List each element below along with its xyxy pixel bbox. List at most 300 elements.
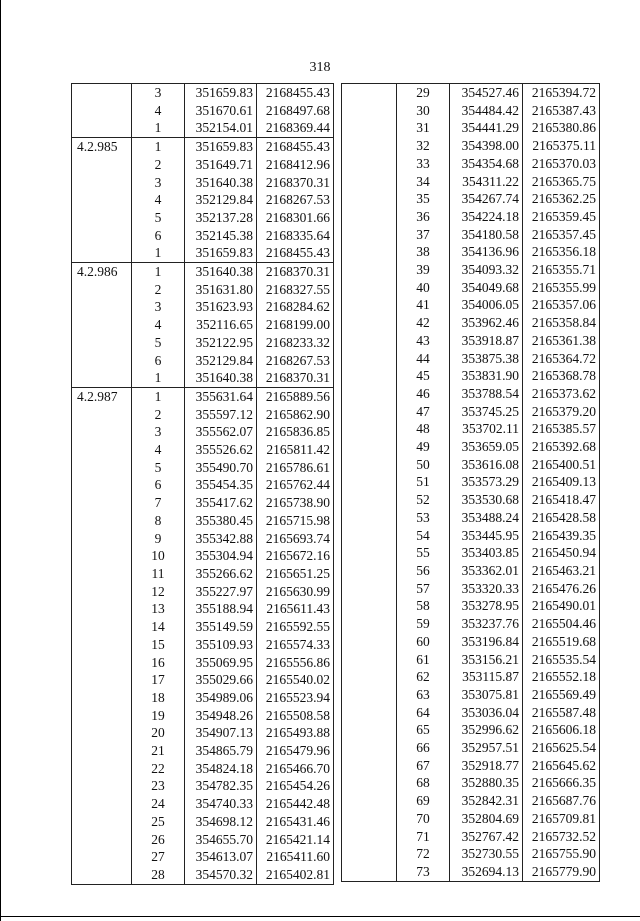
table-row <box>342 350 600 368</box>
table-row <box>72 244 334 262</box>
y-coordinate-cell: 2165355.71 <box>523 261 600 279</box>
left-coordinates-table <box>71 83 334 885</box>
table-row <box>72 476 334 494</box>
x-coordinate-cell: 355631.64 <box>185 387 257 405</box>
y-coordinate-cell: 2165732.52 <box>523 828 600 846</box>
x-coordinate-cell: 354049.68 <box>450 279 523 297</box>
point-number-cell: 51 <box>397 473 450 491</box>
x-coordinate-cell: 352804.69 <box>450 810 523 828</box>
point-number-cell: 22 <box>132 760 185 778</box>
parcel-id-cell <box>342 102 397 120</box>
point-number-cell: 4 <box>132 441 185 459</box>
point-number-cell: 15 <box>132 636 185 654</box>
parcel-id-cell <box>72 618 132 636</box>
y-coordinate-cell: 2165409.13 <box>523 473 600 491</box>
scan-left-edge <box>0 0 1 921</box>
point-number-cell: 17 <box>132 671 185 689</box>
point-number-cell: 48 <box>397 420 450 438</box>
x-coordinate-cell: 355380.45 <box>185 512 257 530</box>
table-row <box>342 810 600 828</box>
point-number-cell: 39 <box>397 261 450 279</box>
point-number-cell: 4 <box>132 191 185 209</box>
table-row <box>342 296 600 314</box>
table-row <box>72 583 334 601</box>
table-row <box>342 491 600 509</box>
table-row <box>72 459 334 477</box>
parcel-id-cell <box>342 651 397 669</box>
x-coordinate-cell: 354354.68 <box>450 155 523 173</box>
y-coordinate-cell: 2165373.62 <box>523 385 600 403</box>
x-coordinate-cell: 353875.38 <box>450 350 523 368</box>
point-number-cell: 60 <box>397 633 450 651</box>
x-coordinate-cell: 355029.66 <box>185 671 257 689</box>
point-number-cell: 26 <box>132 831 185 849</box>
point-number-cell: 19 <box>132 707 185 725</box>
parcel-id-cell <box>72 369 132 387</box>
point-number-cell: 32 <box>397 137 450 155</box>
right-coordinates-table <box>341 83 600 882</box>
x-coordinate-cell: 354093.32 <box>450 261 523 279</box>
table-row <box>342 721 600 739</box>
parcel-id-cell <box>342 721 397 739</box>
x-coordinate-cell: 351670.61 <box>185 102 257 120</box>
parcel-id-cell <box>342 580 397 598</box>
parcel-id-cell <box>342 84 397 102</box>
point-number-cell: 68 <box>397 774 450 792</box>
y-coordinate-cell: 2165359.45 <box>523 208 600 226</box>
x-coordinate-cell: 355227.97 <box>185 583 257 601</box>
table-row <box>342 527 600 545</box>
parcel-id-cell <box>342 155 397 173</box>
y-coordinate-cell: 2165358.84 <box>523 314 600 332</box>
table-row <box>72 406 334 424</box>
parcel-id-cell <box>342 686 397 704</box>
parcel-id-cell <box>342 491 397 509</box>
x-coordinate-cell: 353488.24 <box>450 509 523 527</box>
point-number-cell: 7 <box>132 494 185 512</box>
x-coordinate-cell: 353156.21 <box>450 651 523 669</box>
parcel-id-cell <box>342 190 397 208</box>
table-row <box>72 618 334 636</box>
point-number-cell: 1 <box>132 263 185 281</box>
y-coordinate-cell: 2168284.62 <box>257 298 334 316</box>
x-coordinate-cell: 355342.88 <box>185 530 257 548</box>
point-number-cell: 47 <box>397 403 450 421</box>
parcel-id-cell <box>342 509 397 527</box>
point-number-cell: 59 <box>397 615 450 633</box>
point-number-cell: 37 <box>397 226 450 244</box>
table-row <box>72 387 334 405</box>
y-coordinate-cell: 2165411.60 <box>257 848 334 866</box>
x-coordinate-cell: 353831.90 <box>450 367 523 385</box>
x-coordinate-cell: 353075.81 <box>450 686 523 704</box>
table-row <box>72 298 334 316</box>
parcel-id-cell <box>72 654 132 672</box>
y-coordinate-cell: 2165418.47 <box>523 491 600 509</box>
x-coordinate-cell: 354655.70 <box>185 831 257 849</box>
parcel-id-cell <box>72 102 132 120</box>
table-row <box>72 760 334 778</box>
table-row <box>72 600 334 618</box>
scan-bottom-edge <box>0 916 640 917</box>
y-coordinate-cell: 2165715.98 <box>257 512 334 530</box>
parcel-id-cell <box>342 473 397 491</box>
table-row <box>342 155 600 173</box>
table-row <box>342 173 600 191</box>
table-row <box>342 544 600 562</box>
y-coordinate-cell: 2165755.90 <box>523 845 600 863</box>
y-coordinate-cell: 2165651.25 <box>257 565 334 583</box>
parcel-id-cell <box>72 760 132 778</box>
parcel-id-cell <box>72 84 132 102</box>
parcel-id-cell <box>72 636 132 654</box>
point-number-cell: 9 <box>132 530 185 548</box>
point-number-cell: 23 <box>132 777 185 795</box>
parcel-id-cell <box>72 866 132 884</box>
table-row <box>342 774 600 792</box>
parcel-id-cell <box>342 314 397 332</box>
table-row <box>342 261 600 279</box>
table-row <box>72 334 334 352</box>
y-coordinate-cell: 2168233.32 <box>257 334 334 352</box>
table-row <box>72 138 334 156</box>
x-coordinate-cell: 352880.35 <box>450 774 523 792</box>
y-coordinate-cell: 2165476.26 <box>523 580 600 598</box>
parcel-id-cell <box>72 671 132 689</box>
parcel-id-cell <box>342 810 397 828</box>
x-coordinate-cell: 353530.68 <box>450 491 523 509</box>
y-coordinate-cell: 2168370.31 <box>257 174 334 192</box>
parcel-id-cell <box>342 845 397 863</box>
table-row <box>72 777 334 795</box>
x-coordinate-cell: 353278.95 <box>450 597 523 615</box>
parcel-id-cell <box>72 441 132 459</box>
point-number-cell: 27 <box>132 848 185 866</box>
y-coordinate-cell: 2165630.99 <box>257 583 334 601</box>
y-coordinate-cell: 2168199.00 <box>257 316 334 334</box>
parcel-id-cell <box>342 243 397 261</box>
x-coordinate-cell: 352154.01 <box>185 119 257 137</box>
point-number-cell: 4 <box>132 316 185 334</box>
point-number-cell: 57 <box>397 580 450 598</box>
y-coordinate-cell: 2168455.43 <box>257 244 334 262</box>
x-coordinate-cell: 353788.54 <box>450 385 523 403</box>
x-coordinate-cell: 353362.01 <box>450 562 523 580</box>
parcel-id-cell <box>72 689 132 707</box>
x-coordinate-cell: 351640.38 <box>185 174 257 192</box>
y-coordinate-cell: 2165402.81 <box>257 866 334 884</box>
point-number-cell: 55 <box>397 544 450 562</box>
y-coordinate-cell: 2168369.44 <box>257 119 334 137</box>
x-coordinate-cell: 352767.42 <box>450 828 523 846</box>
table-row <box>342 757 600 775</box>
point-number-cell: 45 <box>397 367 450 385</box>
y-coordinate-cell: 2165645.62 <box>523 757 600 775</box>
point-number-cell: 3 <box>132 298 185 316</box>
parcel-id-cell <box>342 226 397 244</box>
y-coordinate-cell: 2165540.02 <box>257 671 334 689</box>
x-coordinate-cell: 352996.62 <box>450 721 523 739</box>
point-number-cell: 34 <box>397 173 450 191</box>
point-number-cell: 66 <box>397 739 450 757</box>
table-row <box>342 828 600 846</box>
x-coordinate-cell: 355562.07 <box>185 423 257 441</box>
y-coordinate-cell: 2165493.88 <box>257 724 334 742</box>
y-coordinate-cell: 2168412.96 <box>257 156 334 174</box>
point-number-cell: 43 <box>397 332 450 350</box>
point-number-cell: 5 <box>132 209 185 227</box>
parcel-id-cell <box>72 547 132 565</box>
table-row <box>72 119 334 137</box>
y-coordinate-cell: 2168370.31 <box>257 263 334 281</box>
point-number-cell: 65 <box>397 721 450 739</box>
table-row <box>342 473 600 491</box>
x-coordinate-cell: 354824.18 <box>185 760 257 778</box>
x-coordinate-cell: 352842.31 <box>450 792 523 810</box>
y-coordinate-cell: 2165357.45 <box>523 226 600 244</box>
x-coordinate-cell: 353616.08 <box>450 456 523 474</box>
table-row <box>342 704 600 722</box>
point-number-cell: 56 <box>397 562 450 580</box>
parcel-id-cell <box>342 774 397 792</box>
point-number-cell: 73 <box>397 863 450 881</box>
point-number-cell: 21 <box>132 742 185 760</box>
x-coordinate-cell: 353115.87 <box>450 668 523 686</box>
table-row <box>72 494 334 512</box>
point-number-cell: 2 <box>132 406 185 424</box>
table-row <box>72 174 334 192</box>
table-row <box>342 279 600 297</box>
parcel-id-cell <box>72 281 132 299</box>
point-number-cell: 46 <box>397 385 450 403</box>
table-row <box>342 226 600 244</box>
point-number-cell: 3 <box>132 84 185 102</box>
x-coordinate-cell: 351640.38 <box>185 263 257 281</box>
x-coordinate-cell: 351659.83 <box>185 244 257 262</box>
point-number-cell: 1 <box>132 387 185 405</box>
parcel-id-cell <box>342 739 397 757</box>
x-coordinate-cell: 353573.29 <box>450 473 523 491</box>
point-number-cell: 63 <box>397 686 450 704</box>
y-coordinate-cell: 2165450.94 <box>523 544 600 562</box>
y-coordinate-cell: 2165387.43 <box>523 102 600 120</box>
parcel-id-cell <box>342 385 397 403</box>
table-row <box>342 615 600 633</box>
table-row <box>342 580 600 598</box>
table-row <box>342 190 600 208</box>
point-number-cell: 64 <box>397 704 450 722</box>
parcel-id-cell <box>72 298 132 316</box>
point-number-cell: 36 <box>397 208 450 226</box>
point-number-cell: 38 <box>397 243 450 261</box>
parcel-id-cell <box>72 191 132 209</box>
y-coordinate-cell: 2165463.21 <box>523 562 600 580</box>
y-coordinate-cell: 2165709.81 <box>523 810 600 828</box>
parcel-id-cell <box>72 742 132 760</box>
parcel-id-cell <box>72 334 132 352</box>
x-coordinate-cell: 354740.33 <box>185 795 257 813</box>
y-coordinate-cell: 2165454.26 <box>257 777 334 795</box>
x-coordinate-cell: 352129.84 <box>185 352 257 370</box>
parcel-id-cell <box>72 119 132 137</box>
point-number-cell: 12 <box>132 583 185 601</box>
point-number-cell: 1 <box>132 138 185 156</box>
table-row <box>342 651 600 669</box>
point-number-cell: 44 <box>397 350 450 368</box>
y-coordinate-cell: 2165762.44 <box>257 476 334 494</box>
y-coordinate-cell: 2165379.20 <box>523 403 600 421</box>
y-coordinate-cell: 2165535.54 <box>523 651 600 669</box>
table-row <box>342 420 600 438</box>
x-coordinate-cell: 353745.25 <box>450 403 523 421</box>
parcel-id-cell <box>72 156 132 174</box>
parcel-id-cell <box>342 757 397 775</box>
x-coordinate-cell: 353196.84 <box>450 633 523 651</box>
table-row <box>342 385 600 403</box>
parcel-id-cell <box>72 227 132 245</box>
table-row <box>72 352 334 370</box>
parcel-id-cell <box>342 261 397 279</box>
y-coordinate-cell: 2165523.94 <box>257 689 334 707</box>
parcel-id-cell <box>72 795 132 813</box>
page-number: 318 <box>309 60 331 75</box>
parcel-id-cell: 4.2.986 <box>72 263 132 281</box>
y-coordinate-cell: 2165400.51 <box>523 456 600 474</box>
parcel-id-cell <box>342 544 397 562</box>
y-coordinate-cell: 2165431.46 <box>257 813 334 831</box>
table-row <box>342 102 600 120</box>
x-coordinate-cell: 352918.77 <box>450 757 523 775</box>
point-number-cell: 5 <box>132 459 185 477</box>
table-row <box>72 263 334 281</box>
table-row <box>72 441 334 459</box>
table-row <box>72 742 334 760</box>
table-row <box>342 739 600 757</box>
table-row <box>342 845 600 863</box>
point-number-cell: 54 <box>397 527 450 545</box>
point-number-cell: 70 <box>397 810 450 828</box>
y-coordinate-cell: 2165556.86 <box>257 654 334 672</box>
y-coordinate-cell: 2165357.06 <box>523 296 600 314</box>
parcel-id-cell <box>72 724 132 742</box>
y-coordinate-cell: 2165508.58 <box>257 707 334 725</box>
table-row <box>72 281 334 299</box>
parcel-id-cell <box>72 423 132 441</box>
point-number-cell: 61 <box>397 651 450 669</box>
y-coordinate-cell: 2165392.68 <box>523 438 600 456</box>
y-coordinate-cell: 2165889.56 <box>257 387 334 405</box>
point-number-cell: 29 <box>397 84 450 102</box>
x-coordinate-cell: 354180.58 <box>450 226 523 244</box>
table-row <box>342 208 600 226</box>
parcel-id-cell <box>342 792 397 810</box>
x-coordinate-cell: 354989.06 <box>185 689 257 707</box>
point-number-cell: 30 <box>397 102 450 120</box>
y-coordinate-cell: 2168455.43 <box>257 138 334 156</box>
y-coordinate-cell: 2165362.25 <box>523 190 600 208</box>
parcel-id-cell <box>342 403 397 421</box>
table-row <box>342 403 600 421</box>
point-number-cell: 71 <box>397 828 450 846</box>
table-row <box>72 848 334 866</box>
table-row <box>342 84 600 102</box>
x-coordinate-cell: 354267.74 <box>450 190 523 208</box>
y-coordinate-cell: 2165365.75 <box>523 173 600 191</box>
y-coordinate-cell: 2165666.35 <box>523 774 600 792</box>
x-coordinate-cell: 351623.93 <box>185 298 257 316</box>
point-number-cell: 67 <box>397 757 450 775</box>
point-number-cell: 33 <box>397 155 450 173</box>
point-number-cell: 20 <box>132 724 185 742</box>
x-coordinate-cell: 352694.13 <box>450 863 523 881</box>
point-number-cell: 40 <box>397 279 450 297</box>
point-number-cell: 35 <box>397 190 450 208</box>
y-coordinate-cell: 2165738.90 <box>257 494 334 512</box>
coordinates-tables <box>71 83 599 882</box>
y-coordinate-cell: 2165611.43 <box>257 600 334 618</box>
x-coordinate-cell: 352730.55 <box>450 845 523 863</box>
table-row <box>72 84 334 102</box>
y-coordinate-cell: 2165552.18 <box>523 668 600 686</box>
table-row <box>72 689 334 707</box>
table-row <box>72 512 334 530</box>
point-number-cell: 6 <box>132 476 185 494</box>
table-row <box>72 423 334 441</box>
point-number-cell: 49 <box>397 438 450 456</box>
x-coordinate-cell: 354484.42 <box>450 102 523 120</box>
point-number-cell: 25 <box>132 813 185 831</box>
table-row <box>72 316 334 334</box>
parcel-id-cell <box>72 459 132 477</box>
y-coordinate-cell: 2165606.18 <box>523 721 600 739</box>
point-number-cell: 31 <box>397 119 450 137</box>
y-coordinate-cell: 2165466.70 <box>257 760 334 778</box>
x-coordinate-cell: 353918.87 <box>450 332 523 350</box>
y-coordinate-cell: 2165862.90 <box>257 406 334 424</box>
parcel-id-cell <box>342 137 397 155</box>
x-coordinate-cell: 354006.05 <box>450 296 523 314</box>
table-row <box>72 707 334 725</box>
point-number-cell: 4 <box>132 102 185 120</box>
parcel-id-cell <box>72 565 132 583</box>
x-coordinate-cell: 351659.83 <box>185 138 257 156</box>
y-coordinate-cell: 2165592.55 <box>257 618 334 636</box>
x-coordinate-cell: 351640.38 <box>185 369 257 387</box>
x-coordinate-cell: 354311.22 <box>450 173 523 191</box>
x-coordinate-cell: 355526.62 <box>185 441 257 459</box>
y-coordinate-cell: 2168327.55 <box>257 281 334 299</box>
x-coordinate-cell: 355454.35 <box>185 476 257 494</box>
x-coordinate-cell: 354865.79 <box>185 742 257 760</box>
point-number-cell: 62 <box>397 668 450 686</box>
y-coordinate-cell: 2165385.57 <box>523 420 600 438</box>
x-coordinate-cell: 355069.95 <box>185 654 257 672</box>
table-row <box>72 636 334 654</box>
table-row <box>342 668 600 686</box>
parcel-id-cell <box>342 704 397 722</box>
point-number-cell: 6 <box>132 352 185 370</box>
y-coordinate-cell: 2168301.66 <box>257 209 334 227</box>
point-number-cell: 52 <box>397 491 450 509</box>
point-number-cell: 18 <box>132 689 185 707</box>
table-row <box>342 633 600 651</box>
point-number-cell: 13 <box>132 600 185 618</box>
x-coordinate-cell: 352129.84 <box>185 191 257 209</box>
point-number-cell: 2 <box>132 156 185 174</box>
y-coordinate-cell: 2165490.01 <box>523 597 600 615</box>
y-coordinate-cell: 2168335.64 <box>257 227 334 245</box>
x-coordinate-cell: 354136.96 <box>450 243 523 261</box>
